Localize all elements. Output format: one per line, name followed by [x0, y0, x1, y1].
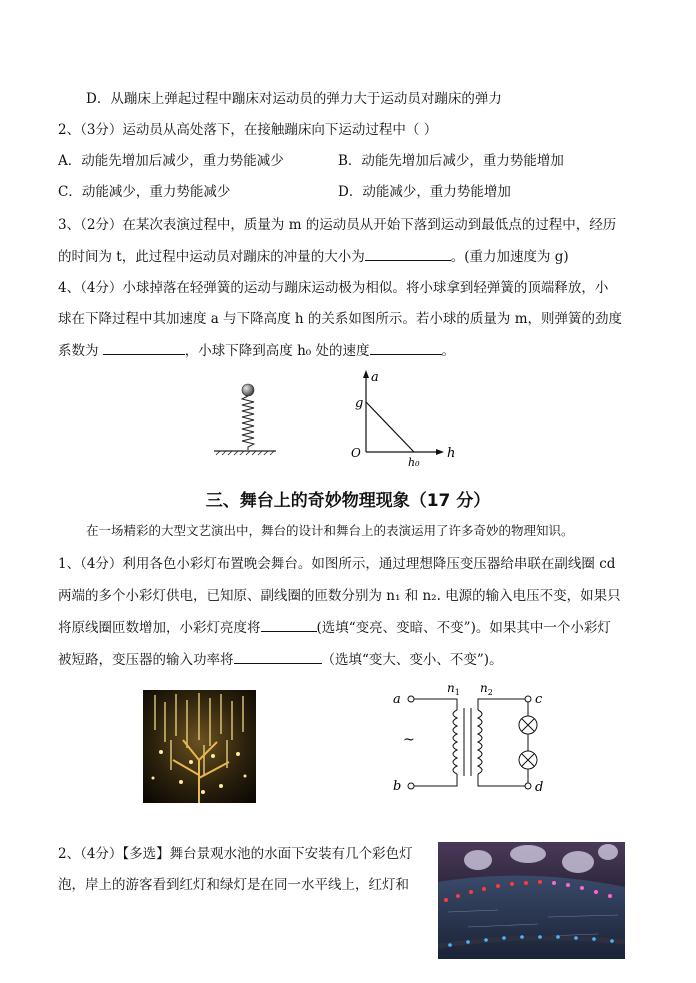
- terminal-a: [408, 696, 414, 702]
- s3q2-line1: 2、（4分）【多选】舞台景观水池的水面下安装有几个彩色灯: [58, 846, 413, 862]
- x-axis-arrow: [436, 449, 444, 455]
- section-title: 三、舞台上的奇妙物理现象（17 分）: [205, 491, 491, 511]
- s3q1-line4-text: 被短路，变压器的输入功率将: [58, 652, 234, 668]
- q3-answer-blank[interactable]: [365, 246, 451, 261]
- terminal-b-label: b: [393, 779, 402, 794]
- a-h-line: [366, 402, 414, 452]
- string-lights-photo: [143, 690, 256, 803]
- y-axis-arrow: [363, 370, 369, 378]
- q4-line3: [58, 340, 455, 361]
- spring-ball-figure: [206, 378, 286, 458]
- q2-stem: 2、（3分）运动员从高处落下，在接触蹦床向下运动过程中（ ）: [58, 122, 438, 138]
- q2-option-d: D．动能减少，重力势能增加: [338, 184, 511, 200]
- n1-label: $n_1$: [447, 681, 460, 697]
- s3q1-line3: [58, 617, 611, 638]
- a-h-graph: [346, 368, 466, 468]
- q3-line2: [58, 246, 569, 267]
- lamp-1: [519, 716, 537, 734]
- q4-line1: 4、（4分）小球掉落在轻弹簧的运动与蹦床运动极为相似。将小球拿到轻弹簧的顶端释放，小: [58, 280, 609, 296]
- y-tick-label: g: [355, 396, 364, 411]
- y-axis-label: a: [371, 370, 379, 385]
- origin-label: O: [351, 446, 361, 460]
- primary-wire-top: [414, 699, 457, 710]
- terminal-a-label: a: [393, 692, 401, 707]
- primary-wire-bottom: [414, 774, 457, 786]
- terminal-d-label: d: [535, 780, 544, 795]
- q1-option-d: D．从蹦床上弹起过程中蹦床对运动员的弹力大于运动员对蹦床的弹力: [86, 91, 502, 107]
- secondary-coil: [478, 710, 482, 774]
- q4-line3-text: 系数为: [58, 343, 99, 359]
- primary-coil: [453, 710, 457, 774]
- spring: [242, 396, 254, 450]
- s3q1-blank-brightness[interactable]: [261, 617, 317, 632]
- q4-blank-k[interactable]: [103, 340, 185, 355]
- s3q1-line4: [58, 649, 503, 670]
- s3q1-line1: 1、（4分）利用各色小彩灯布置晚会舞台。如图所示，通过理想降压变压器给串联在副线圈 cd: [58, 556, 616, 572]
- secondary-wire-top: [478, 699, 525, 710]
- x-tick-label: h₀: [408, 456, 420, 468]
- lamp-2: [519, 751, 537, 769]
- q3-line1: 3、（2分）在某次表演过程中，质量为 m 的运动员从开始下落到运动到最低点的过程中，经历: [58, 217, 617, 233]
- s3q1-line3-tail: (选填“变亮、变暗、不变”)。如果其中一个小彩灯: [316, 620, 611, 636]
- n2-label: $n_2$: [480, 681, 493, 697]
- s3q1-line2: 两端的多个小彩灯供电，已知原、副线圈的匝数分别为 n₁ 和 n₂. 电源的输入电压不变，如果只: [58, 588, 621, 604]
- s3q2-line2: 泡，岸上的游客看到红灯和绿灯是在同一水平线上，红灯和: [58, 877, 409, 893]
- ball: [242, 384, 254, 396]
- q3-line2-tail: 。(重力加速度为 g): [450, 249, 569, 265]
- s3q1-line4-tail: （选填“变大、变小、不变”)。: [321, 652, 503, 668]
- s3q1-line3-text: 将原线圈匝数增加，小彩灯亮度将: [58, 620, 261, 636]
- q4-line2: 球在下降过程中其加速度 a 与下降高度 h 的关系如图所示。若小球的质量为 m，则弹簧的劲度: [58, 311, 622, 327]
- q2-option-c: C．动能减少，重力势能减少: [58, 184, 231, 200]
- q4-blank-v[interactable]: [370, 340, 442, 355]
- q2-option-a: A．动能先增加后减少，重力势能减少: [58, 153, 284, 169]
- fountain-pool-photo: [438, 842, 625, 959]
- terminal-c-label: c: [535, 692, 543, 707]
- x-axis-label: h: [447, 446, 456, 461]
- q2-option-b: B．动能先增加后减少，重力势能增加: [338, 153, 564, 169]
- transformer-circuit: [385, 680, 560, 800]
- section-intro: 在一场精彩的大型文艺演出中，舞台的设计和舞台上的表演运用了许多奇妙的物理知识。: [86, 523, 574, 538]
- s3q1-blank-power[interactable]: [234, 649, 322, 664]
- q4-line3-mid: ，小球下降到高度 h₀ 处的速度: [184, 343, 370, 359]
- ac-source-symbol: ~: [403, 732, 415, 748]
- terminal-d: [525, 783, 531, 789]
- secondary-wire-bottom: [478, 774, 525, 786]
- q4-line3-end: 。: [441, 343, 455, 359]
- q3-line2-text: 的时间为 t，此过程中运动员对蹦床的冲量的大小为: [58, 249, 365, 265]
- terminal-b: [408, 783, 414, 789]
- terminal-c: [525, 696, 531, 702]
